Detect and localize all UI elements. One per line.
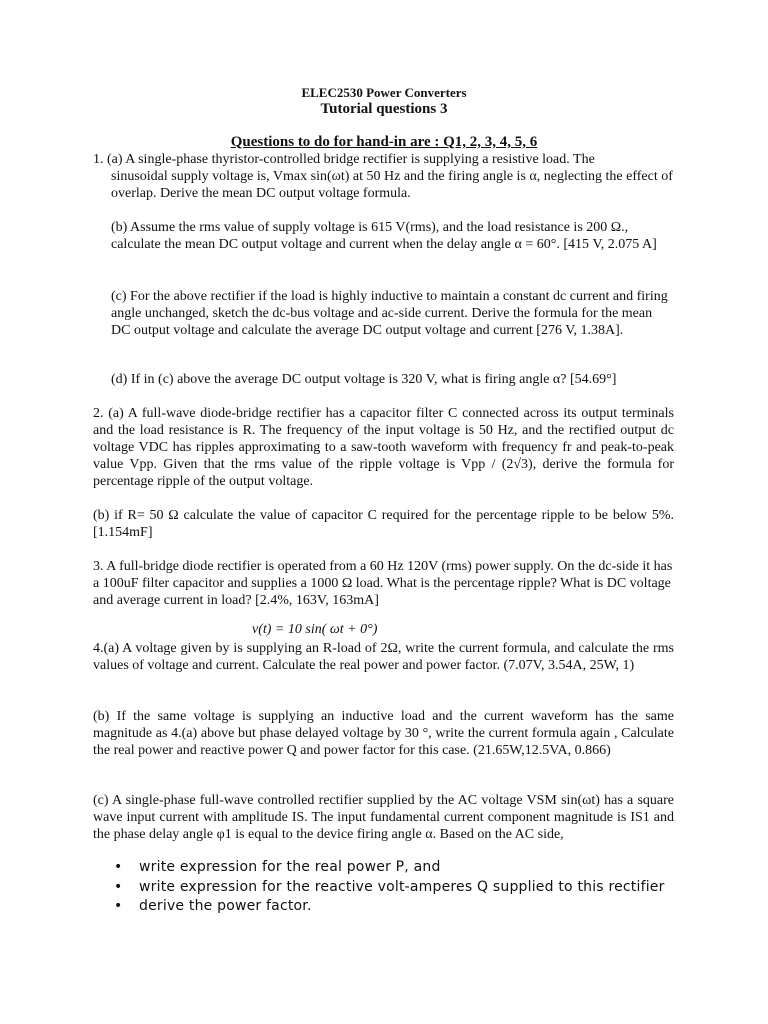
bullet-item: [114, 879, 684, 897]
question-1a: [93, 151, 683, 202]
question-2b: (b) if R= 50 Ω calculate the value of capacitor C required for the percentage ripple to be below 5%. [1.154mF]: [93, 508, 674, 540]
bullet-text: write expression for the real power P, and: [139, 859, 441, 875]
question-1b: (b) Assume the rms value of supply voltage is 615 V(rms), and the load resistance is 200 Ω., calculate the mean DC output voltage and current when the delay angle α = 60°. [415 V, 2.075 A]: [111, 220, 657, 252]
question-4b: (b) If the same voltage is supplying an inductive load and the current waveform has the same magnitude as 4.(a) above but phase delayed voltage by 30 °, write the current formula again , Calculate the real power and reactive power Q and power factor for this case. (21.65W,12.5VA, 0.866): [93, 709, 674, 758]
question-1a-rest: sinusoidal supply voltage is, Vmax sin(ωt) at 50 Hz and the firing angle is α, neglecting the effect of overlap. Derive the mean DC output voltage formula.: [111, 169, 673, 201]
question-2a: 2. (a) A full-wave diode-bridge rectifier has a capacitor filter C connected across its output terminals and the load resistance is R. The frequency of the input voltage is 50 Hz, and the rectified output dc voltage VDC has ripples approximating to a saw-tooth waveform with frequency fr and peak-to-peak value Vpp. Given that the rms value of the ripple voltage is Vpp / (2√3), derive the formula for percentage ripple of the output voltage.: [93, 406, 674, 489]
question-1a-intro: (a) A single-phase thyristor-controlled bridge rectifier is supplying a resistive load. The: [107, 152, 595, 167]
bullet-dot-icon: •: [114, 898, 123, 914]
bullet-dot-icon: •: [114, 878, 123, 895]
bullet-text: write expression for the reactive volt-amperes Q supplied to this rectifier: [139, 878, 665, 895]
bullet-dot-icon: •: [114, 859, 123, 875]
bullet-item: [114, 859, 684, 877]
question-4c-bullet-list: [114, 859, 684, 918]
hand-in-heading: Questions to do for hand-in are : Q1, 2, 3, 4, 5, 6: [230, 134, 538, 150]
question-1d: (d) If in (c) above the average DC output voltage is 320 V, what is firing angle α? [54.69°]: [111, 372, 617, 387]
bullet-text: derive the power factor.: [139, 898, 312, 914]
question-1c: (c) For the above rectifier if the load is highly inductive to maintain a constant dc current and firing angle unchanged, sketch the dc-bus voltage and ac-side current. Derive the formula for the mean DC output voltage and calculate the average DC output voltage and current [276 V, 1.38A].: [111, 289, 668, 338]
tutorial-subtitle: Tutorial questions 3: [320, 101, 448, 117]
voltage-formula: v(t) = 10 sin( ωt + 0°): [252, 622, 378, 637]
question-1-number: 1.: [93, 152, 107, 167]
course-title: ELEC2530 Power Converters: [301, 85, 467, 100]
question-3: 3. A full-bridge diode rectifier is operated from a 60 Hz 120V (rms) power supply. On the dc-side it has a 100uF filter capacitor and supplies a 1000 Ω load. What is the percentage ripple? What is DC voltage and average current in load? [2.4%, 163V, 163mA]: [93, 559, 673, 608]
bullet-item: [114, 898, 684, 916]
question-4c: (c) A single-phase full-wave controlled rectifier supplied by the AC voltage VSM sin(ωt) has a square wave input current with amplitude IS. The input fundamental current component magnitude is IS1 and the phase delay angle φ1 is equal to the device firing angle α. Based on the AC side,: [93, 793, 674, 842]
question-4a: 4.(a) A voltage given by is supplying an R-load of 2Ω, write the current formula, and calculate the rms values of voltage and current. Calculate the real power and power factor. (7.07V, 3.54A, 25W, 1): [93, 641, 674, 673]
question-1a-first-line: [93, 151, 683, 168]
